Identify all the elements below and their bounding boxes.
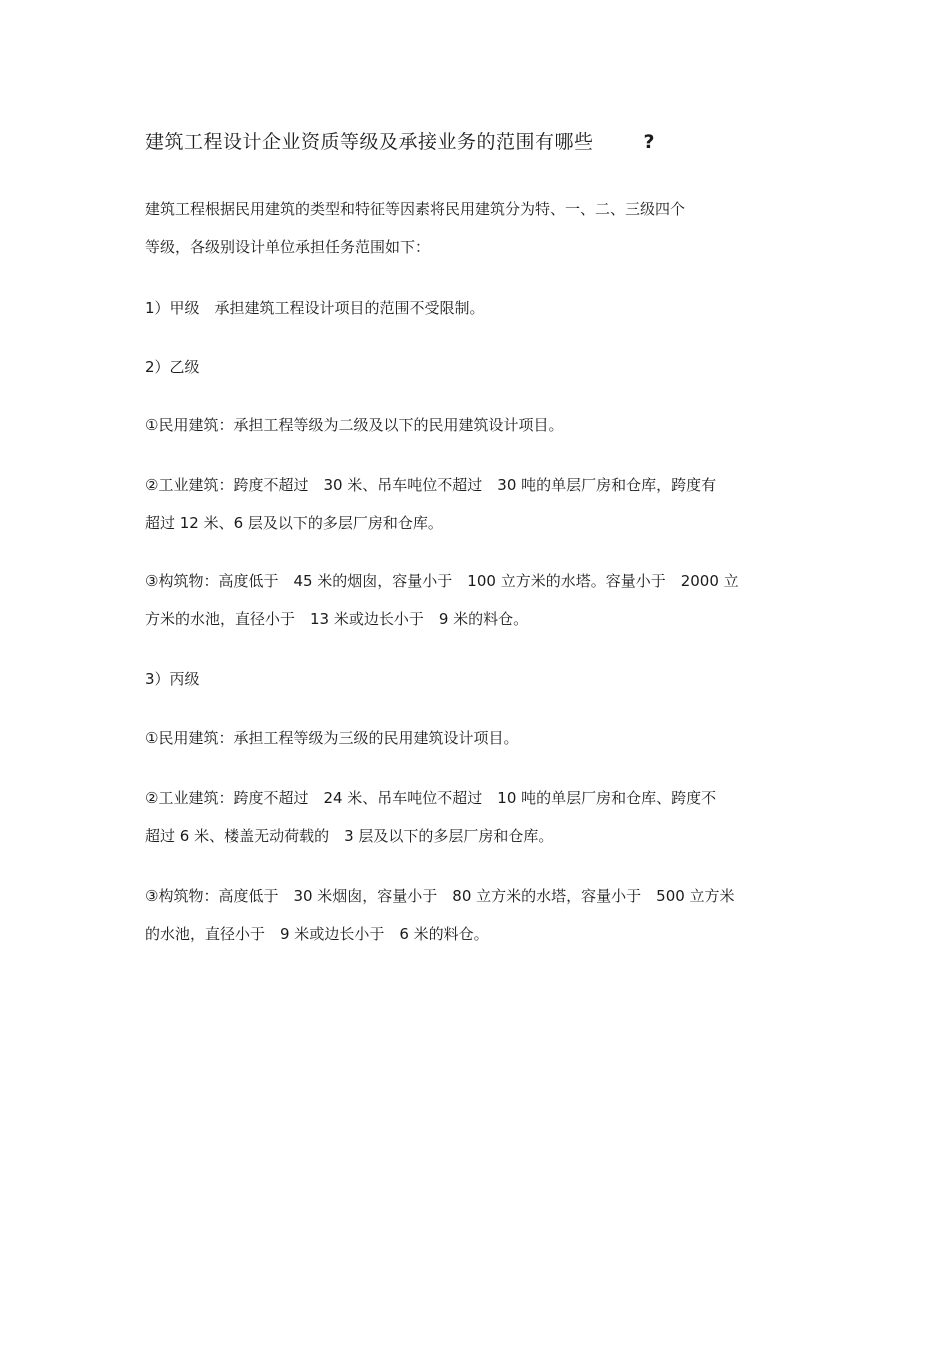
grade-c-structures-line-1: ③构筑物：高度低于 30 米烟囱，容量小于 80 立方米的水塔，容量小于 500 立方米: [145, 887, 735, 905]
grade-c-industrial-paragraph: [145, 779, 810, 855]
grade-b-civil-paragraph: [145, 406, 810, 444]
grade-c-structures-paragraph: [145, 877, 810, 953]
grade-c-structures-line-2: 的水池，直径小于 9 米或边长小于 6 米的料仓。: [145, 925, 489, 943]
grade-b-industrial-paragraph: [145, 466, 810, 542]
grade-c-industrial-line-2: 超过 6 米、楼盖无动荷载的 3 层及以下的多层厂房和仓库。: [145, 827, 554, 845]
grade-a-paragraph: [145, 289, 810, 327]
grade-c-industrial-line-1: ②工业建筑：跨度不超过 24 米、吊车吨位不超过 10 吨的单层厂房和仓库、跨度不: [145, 789, 717, 807]
grade-b-industrial-line-1: ②工业建筑：跨度不超过 30 米、吊车吨位不超过 30 吨的单层厂房和仓库，跨度有: [145, 476, 717, 494]
intro-paragraph: [145, 190, 810, 266]
page-title: [145, 128, 655, 156]
grade-b-structures-line-2: 方米的水池，直径小于 13 米或边长小于 9 米的料仓。: [145, 610, 529, 628]
grade-c-civil-line: ①民用建筑：承担工程等级为三级的民用建筑设计项目。: [145, 729, 519, 747]
intro-line-2: 等级，各级别设计单位承担任务范围如下：: [145, 238, 431, 256]
title-question-mark: ?: [643, 131, 656, 153]
grade-c-heading-line: 3）丙级: [145, 670, 200, 688]
grade-b-heading: [145, 348, 810, 386]
grade-c-heading: [145, 660, 810, 698]
grade-c-civil-paragraph: [145, 719, 810, 757]
grade-a-line: 1）甲级 承担建筑工程设计项目的范围不受限制。: [145, 299, 485, 317]
grade-b-industrial-line-2: 超过 12 米、6 层及以下的多层厂房和仓库。: [145, 514, 443, 532]
grade-b-civil-line: ①民用建筑：承担工程等级为二级及以下的民用建筑设计项目。: [145, 416, 564, 434]
intro-line-1: 建筑工程根据民用建筑的类型和特征等因素将民用建筑分为特、一、二、三级四个: [145, 200, 686, 218]
title-text: 建筑工程设计企业资质等级及承接业务的范围有哪些: [145, 131, 594, 153]
grade-b-heading-line: 2）乙级: [145, 358, 200, 376]
grade-b-structures-paragraph: [145, 562, 810, 638]
grade-b-structures-line-1: ③构筑物：高度低于 45 米的烟囱，容量小于 100 立方米的水塔。容量小于 2000 立: [145, 572, 739, 590]
